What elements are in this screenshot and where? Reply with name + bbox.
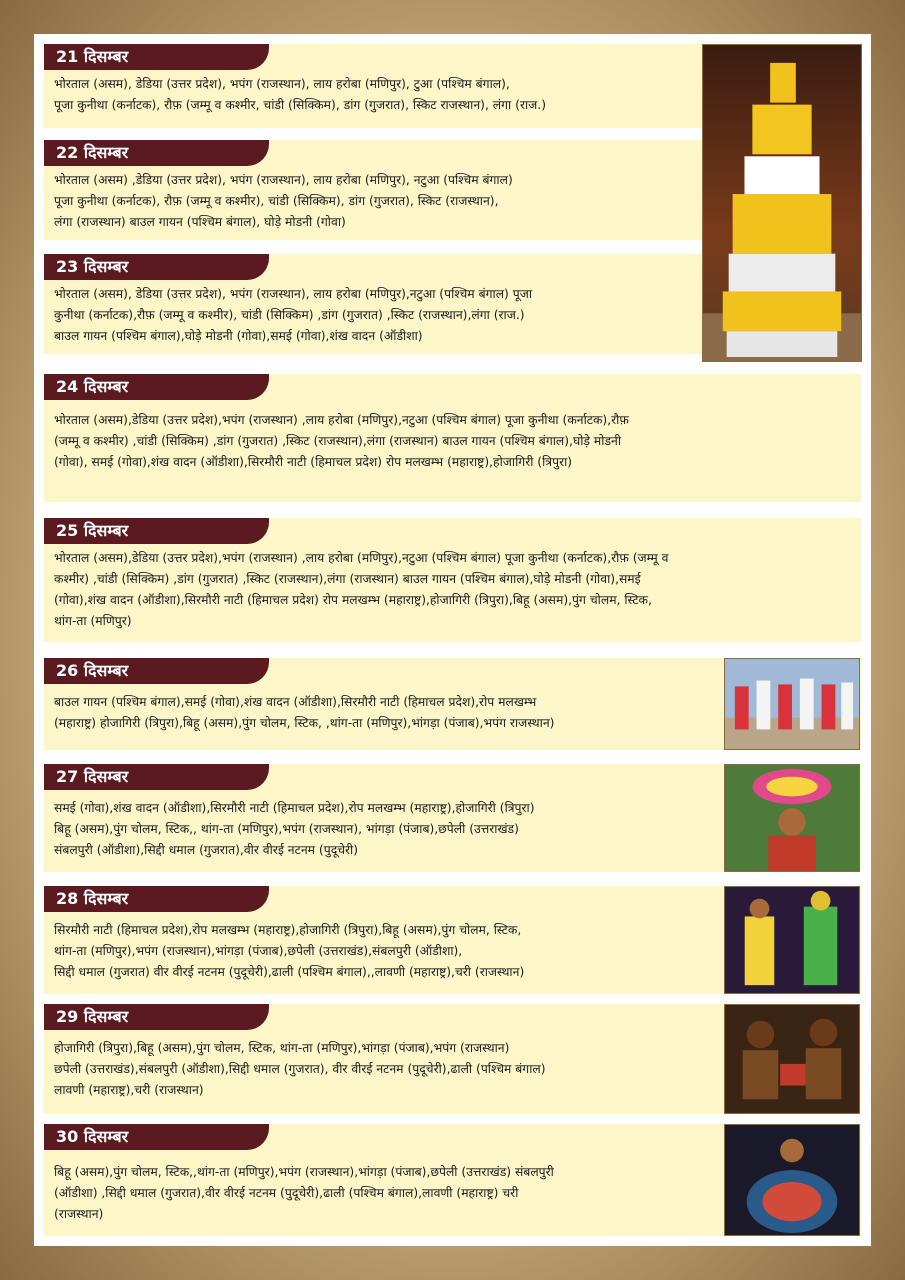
date-tab: 28 दिसम्बर — [44, 886, 269, 912]
performance-list: सिरमौरी नाटी (हिमाचल प्रदेश),रोप मलखम्भ (महाराष्ट्र),होजागिरी (त्रिपुरा),बिहू (असम),पुंग चोलम, स्टिक, थांग-ता (मणिपुर),भपंग (राजस्थान),भांगड़ा (पंजाब),छपेली (उत्तराखंड),संबलपुरी (ऑडीशा), सिद्दी धमाल (गुजरात) वीर वीरई नटनम (पुदूचेरी),ढाली (पश्चिम बंगाल),,लावणी (महाराष्ट्र),चरी (राजस्थान) — [54, 923, 525, 979]
performance-list: भोरताल (असम), डेडिया (उत्तर प्रदेश), भपंग (राजस्थान), लाय हरोबा (मणिपुर),नटुआ (पश्चिम बंगाल) पूजा कुनीथा (कर्नाटक),रौफ़ (जम्मू व कश्मीर), चांडी (सिक्किम) ,डांग (गुजरात) ,स्किट (राजस्थान),लंगा (राज.) बाउल गायन (पश्चिम बंगाल),घोड़े मोडनी (गोवा),समई (गोवा),शंख वादन (ऑडीशा) — [54, 287, 533, 343]
schedule-poster — [34, 34, 871, 1246]
performance-list: भोरताल (असम) ,डेडिया (उत्तर प्रदेश), भपंग (राजस्थान), लाय हरोबा (मणिपुर), नटुआ (पश्चिम बंगाल) पूजा कुनीथा (कर्नाटक), रौफ़ (जम्मू व कश्मीर), चांडी (सिक्किम), डांग (गुजरात), स्किट (राजस्थान), लंगा (राजस्थान) बाउल गायन (पश्चिम बंगाल), घोड़े मोडनी (गोवा) — [54, 173, 513, 229]
date-tab: 25 दिसम्बर — [44, 518, 269, 544]
date-tab: 22 दिसम्बर — [44, 140, 269, 166]
date-tab: 23 दिसम्बर — [44, 254, 269, 280]
drummers-photo — [724, 1004, 860, 1114]
performance-list: समई (गोवा),शंख वादन (ऑडीशा),सिरमौरी नाटी (हिमाचल प्रदेश),रोप मलखम्भ (महाराष्ट्र),होजागिरी (त्रिपुरा) बिहू (असम),पुंग चोलम, स्टिक,, थांग-ता (मणिपुर),भपंग (राजस्थान), भांगड़ा (पंजाब),छपेली (उत्तराखंड) संबलपुरी (ऑडीशा),सिद्दी धमाल (गुजरात),वीर वीरई नटनम (पुदूचेरी) — [54, 801, 535, 857]
performance-list: भोरताल (असम), डेडिया (उत्तर प्रदेश), भपंग (राजस्थान), लाय हरोबा (मणिपुर), टुआ (पश्चिम बंगाल), पूजा कुनीथा (कर्नाटक), रौफ़ (जम्मू व कश्मीर, चांडी (सिक्किम), डांग (गुजरात), स्किट राजस्थान), लंगा (राज.) — [54, 77, 546, 112]
performance-list: बाउल गायन (पश्चिम बंगाल),समई (गोवा),शंख वादन (ऑडीशा),सिरमौरी नाटी (हिमाचल प्रदेश),रोप मलखम्भ (महाराष्ट्र) होजागिरी (त्रिपुरा),बिहू (असम),पुंग चोलम, स्टिक, ,थांग-ता (मणिपुर),भांगड़ा (पंजाब),भपंग राजस्थान) — [54, 695, 555, 730]
pot-dancer-photo — [724, 764, 860, 872]
schedule-row-24 — [44, 374, 861, 502]
date-tab: 21 दिसम्बर — [44, 44, 269, 70]
performance-list: होजागिरी (त्रिपुरा),बिहू (असम),पुंग चोलम, स्टिक, थांग-ता (मणिपुर),भांगड़ा (पंजाब),भपंग (राजस्थान) छपेली (उत्तराखंड),संबलपुरी (ऑडीशा),सिद्दी धमाल (गुजरात), वीर वीरई नटनम (पुदूचेरी),ढाली (पश्चिम बंगाल) लावणी (महाराष्ट्र),चरी (राजस्थान) — [54, 1041, 546, 1097]
date-tab: 24 दिसम्बर — [44, 374, 269, 400]
performance-list: भोरताल (असम),डेडिया (उत्तर प्रदेश),भपंग (राजस्थान) ,लाय हरोबा (मणिपुर),नटुआ (पश्चिम बंगाल) पूजा कुनीथा (कर्नाटक),रौफ़ (जम्मू व कश्मीर) ,चांडी (सिक्किम) ,डांग (गुजरात) ,स्किट (राजस्थान),लंगा (राजस्थान) बाउल गायन (पश्चिम बंगाल),घोड़े मोडनी (गोवा),समई (गोवा),शंख वादन (ऑडीशा),सिरमौरी नाटी (हिमाचल प्रदेश) रोप मलखम्भ (महाराष्ट्र),होजागिरी (त्रिपुरा),बिहू (असम),पुंग चोलम, स्टिक, थांग-ता (मणिपुर) — [54, 551, 669, 628]
performance-list: बिहू (असम),पुंग चोलम, स्टिक,,थांग-ता (मणिपुर),भपंग (राजस्थान),भांगड़ा (पंजाब),छपेली (उत्तराखंड) संबलपुरी (ऑडीशा) ,सिद्दी धमाल (गुजरात),वीर वीरई नटनम (पुदूचेरी),ढाली (पश्चिम बंगाल),लावणी (महाराष्ट्र) चरी (राजस्थान) — [54, 1165, 554, 1221]
date-tab: 30 दिसम्बर — [44, 1124, 269, 1150]
human-pyramid-photo — [702, 44, 862, 362]
date-tab: 26 दिसम्बर — [44, 658, 269, 684]
date-tab: 29 दिसम्बर — [44, 1004, 269, 1030]
schedule-row-25 — [44, 518, 861, 642]
date-tab: 27 दिसम्बर — [44, 764, 269, 790]
performance-list: भोरताल (असम),डेडिया (उत्तर प्रदेश),भपंग (राजस्थान) ,लाय हरोबा (मणिपुर),नटुआ (पश्चिम बंगाल) पूजा कुनीथा (कर्नाटक),रौफ़ (जम्मू व कश्मीर) ,चांडी (सिक्किम) ,डांग (गुजरात) ,स्किट (राजस्थान),लंगा (राजस्थान) बाउल गायन (पश्चिम बंगाल),घोड़े मोडनी (गोवा), समई (गोवा),शंख वादन (ऑडीशा),सिरमौरी नाटी (हिमाचल प्रदेश) रोप मलखम्भ (महाराष्ट्र),होजागिरी (त्रिपुरा) — [54, 413, 629, 469]
group-dance-photo — [724, 658, 860, 750]
couple-dance-photo — [724, 886, 860, 994]
costumed-dancer-photo — [724, 1124, 860, 1236]
